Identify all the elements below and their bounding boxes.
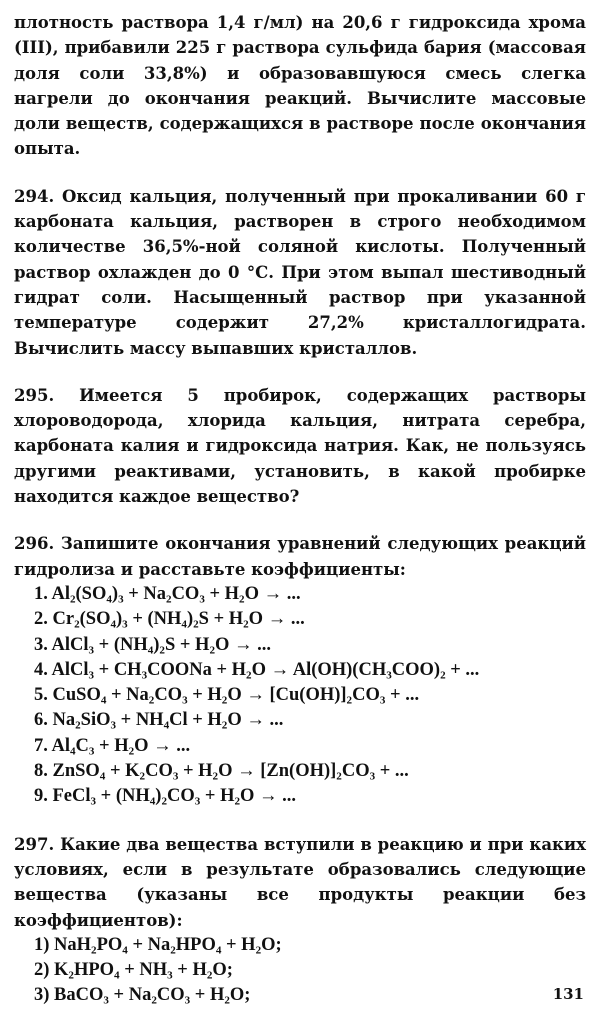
- equation: 4. AlCl₃ + CH₃COONa + H₂O → Al(OH)(CH₃COO)₂ + ...: [34, 659, 480, 680]
- equation: 1. Al₂(SO₄)₃ + Na₂CO₃ + H₂O → ...: [34, 583, 301, 604]
- equation: 7. Al₄C₃ + H₂O → ...: [34, 735, 191, 756]
- problem-296: [14, 531, 586, 809]
- equation: 2. Cr₂(SO₄)₃ + (NH₄)₂S + H₂O → ...: [34, 609, 305, 630]
- problem-text: Оксид кальция, полученный при прокаливании 60 г карбоната кальция, растворен в строго необходимом количестве 36,5%-ной соляной кислоты. Полученный раствор охлажден до 0 °С. При этом выпал шестиводный гидрат соли. Насыщенный раствор при указанной температуре содержит 27,2% кристаллогидрата. Вычислить массу выпавших кристаллов.: [14, 186, 587, 358]
- problem-number: 297.: [14, 834, 55, 854]
- textbook-page: [14, 10, 586, 1009]
- problem-number: 296.: [14, 534, 55, 554]
- equation-list: [14, 933, 586, 1009]
- equation: 9. FeCl₃ + (NH₄)₂CO₃ + H₂O → ...: [34, 786, 297, 807]
- equation: 2) K₂HPO₄ + NH₃ + H₂O;: [34, 960, 233, 981]
- problem-number: 295.: [14, 385, 55, 405]
- problem-297: [14, 832, 586, 1009]
- equation: 1) NaH₂PO₄ + Na₂HPO₄ + H₂O;: [34, 934, 282, 955]
- problem-294: [14, 184, 586, 361]
- problem-text: Имеется 5 пробирок, содержащих растворы хлороводорода, хлорида кальция, нитрата серебра, карбоната калия и гидроксида натрия. Как, не пользуясь другими реактивами, установить, в какой пробирке находится каждое вещество?: [14, 385, 586, 507]
- page-number: 131: [552, 985, 584, 1003]
- equation: 3. AlCl₃ + (NH₄)₂S + H₂O → ...: [34, 634, 272, 655]
- problem-text: Запишите окончания уравнений следующих реакций гидролиза и расставьте коэффициенты:: [14, 534, 586, 579]
- equation: 3) BaCO₃ + Na₂CO₃ + H₂O;: [34, 985, 251, 1006]
- equation: 5. CuSO₄ + Na₂CO₃ + H₂O → [Cu(OH)]₂CO₃ + ...: [34, 685, 420, 706]
- intro-paragraph: плотность раствора 1,4 г/мл) на 20,6 г гидроксида хрома (III), прибавили 225 г раствора сульфида бария (массовая доля соли 33,8%) и образовавшуюся смесь слегка нагрели до окончания реакций. Вычислите массовые доли веществ, содержащихся в растворе после окончания опыта.: [14, 13, 586, 159]
- problem-number: 294.: [14, 186, 55, 206]
- problem-295: [14, 383, 586, 509]
- equation: 8. ZnSO₄ + K₂CO₃ + H₂O → [Zn(OH)]₂CO₃ + ...: [34, 761, 409, 782]
- equation-list: [14, 582, 586, 810]
- problem-text: Какие два вещества вступили в реакцию и при каких условиях, если в результате образовались следующие вещества (указаны все продукты реакции без коэффициентов):: [14, 834, 587, 930]
- equation: 6. Na₂SiO₃ + NH₄Cl + H₂O → ...: [34, 710, 284, 731]
